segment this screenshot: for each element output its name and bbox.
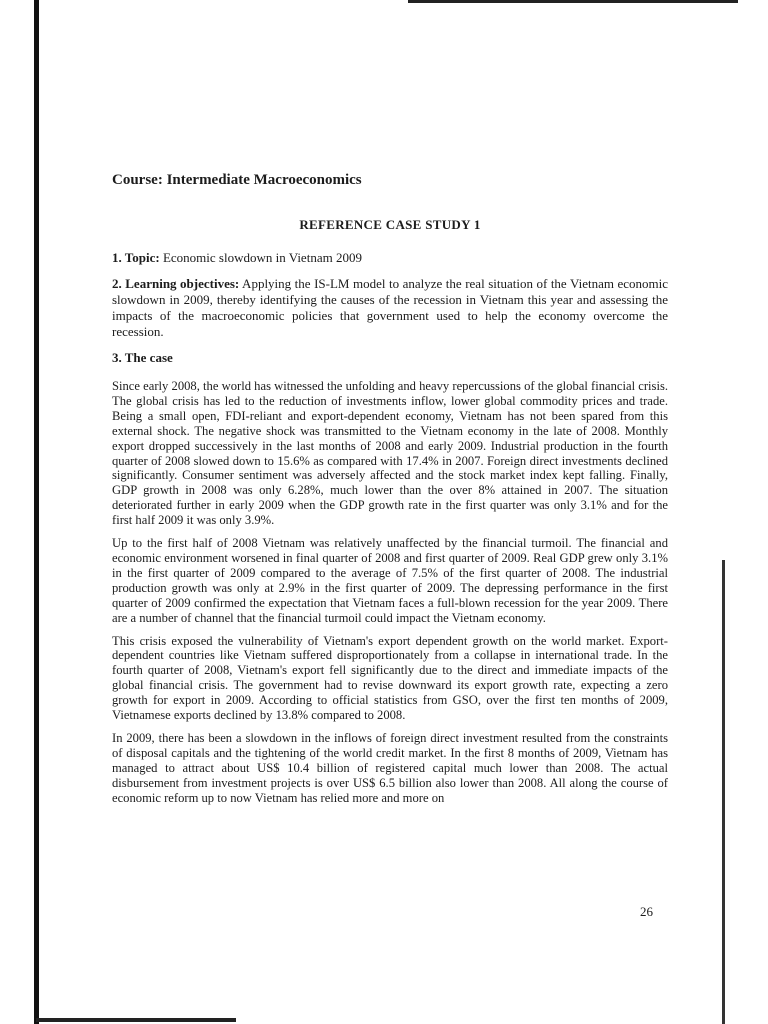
topic-text: Economic slowdown in Vietnam 2009 [159, 250, 362, 265]
case-paragraph-1: Since early 2008, the world has witnessed the unfolding and heavy repercussions of the global financial crisis. The global crisis has led to the reduction of investments inflow, lower global commodity prices and trade. Being a small open, FDI-reliant and export-dependent economy, Vietnam has not been spared from this external shock. The negative shock was transmitted to the Vietnam economy in the late of 2008. Monthly export dropped successively in the last months of 2008 and early 2009. Industrial production in the fourth quarter of 2008 slowed down to 15.6% as compared with 17.4% in 2007. Foreign direct investments declined significantly. Consumer sentiment was adversely affected and the stock market index kept falling. Finally, GDP growth in 2008 was only 6.28%, much lower than the over 8% attained in 2007. The situation deteriorated further in early 2009 when the GDP growth rate in the first quarter was only 3.1% and for the first half 2009 it was only 3.9%. [112, 379, 668, 528]
case-paragraph-4: In 2009, there has been a slowdown in the inflows of foreign direct investment resulted from the constraints of disposal capitals and the tightening of the world credit market. In the first 8 months of 2009, Vietnam has managed to attract about US$ 10.4 billion of registered capital much lower than 2008. The actual disbursement from investment projects is over US$ 6.5 billion also lower than 2008. All along the course of economic reform up to now Vietnam has relied more and more on [112, 730, 668, 805]
learning-objectives [112, 276, 668, 340]
scan-edge-top [408, 0, 738, 3]
case-section-heading: 3. The case [112, 350, 173, 365]
objectives-label: 2. Learning objectives: [112, 276, 240, 291]
page-number: 26 [640, 904, 653, 919]
case-paragraph-3: This crisis exposed the vulnerability of Vietnam's export dependent growth on the world market. Export-dependent countries like Vietnam suffered disproportionately from a collapse in international trade. In the fourth quarter of 2008, Vietnam's export fell significantly due to the direct and immediate impacts of the global financial crisis. The government had to revise downward its export growth rate, expecting a zero growth for export in 2009. According to official statistics from GSO, over the first ten months of 2009, Vietnamese exports declined by 13.8% compared to 2008. [112, 633, 668, 723]
scan-edge-bottom [36, 1018, 236, 1022]
topic-line [112, 250, 668, 266]
course-title: Course: Intermediate Macroeconomics [112, 172, 362, 188]
topic-label: 1. Topic: [112, 250, 160, 265]
document-body [112, 172, 668, 813]
scan-edge-left [34, 0, 39, 1024]
case-paragraph-2: Up to the first half of 2008 Vietnam was relatively unaffected by the financial turmoil. The financial and economic environment worsened in final quarter of 2008 and first quarter of 2009. Real GDP grew only 3.1% in the first quarter of 2009 compared to the average of 7.5% of the first quarter of 2008. The industrial production growth was only at 2.9% in the first quarter of 2009. The depressing performance in the first quarter of 2009 confirmed the expectation that Vietnam faces a full-blown recession for the year 2009. There are a number of channel that the financial turmoil could impact the Vietnam economy. [112, 536, 668, 625]
objectives-text: Applying the IS-LM model to analyze the real situation of the Vietnam economic slowdown in 2009, thereby identifying the causes of the recession in Vietnam this year and assessing the impacts of the macroeconomic policies that government used to help the economy overcome the recession. [112, 276, 669, 339]
scan-edge-right [722, 560, 725, 1024]
case-study-heading: REFERENCE CASE STUDY 1 [299, 217, 481, 232]
